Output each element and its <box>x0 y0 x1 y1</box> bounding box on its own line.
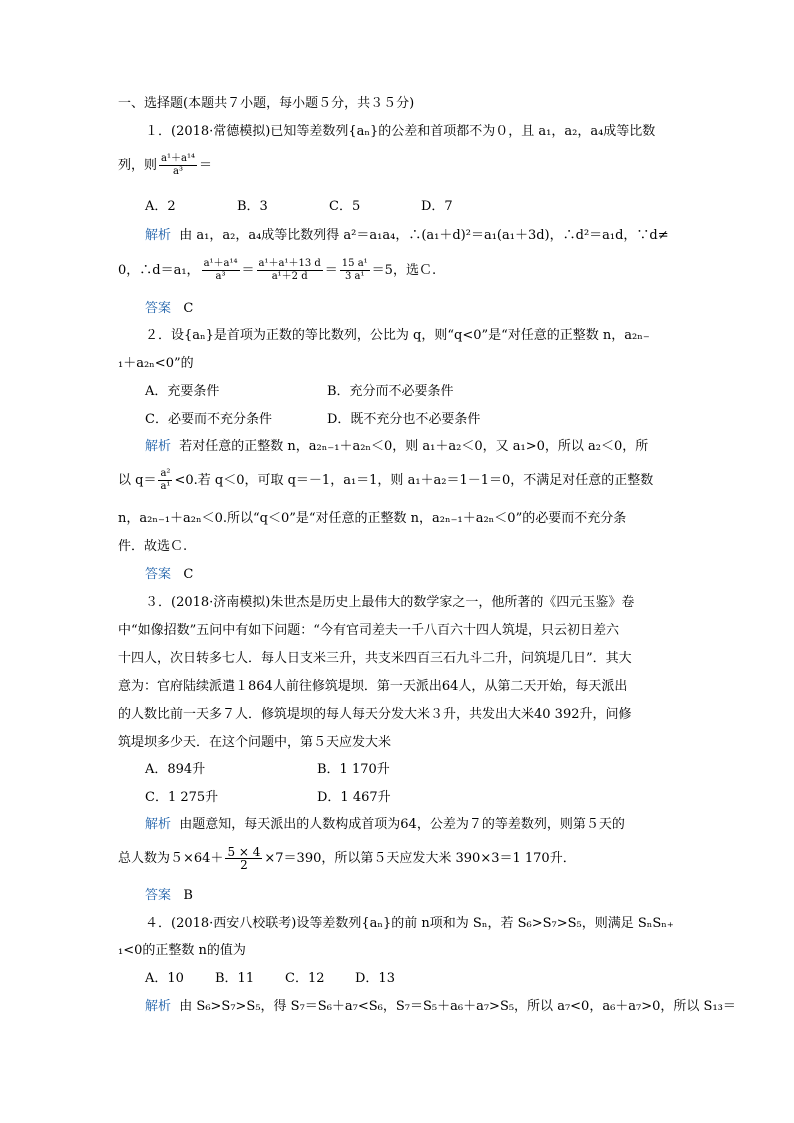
question-4-jiexi-line-1 <box>145 998 736 1016</box>
jiexi-fraction-3 <box>340 258 370 283</box>
jiexi-fraction-2 <box>257 258 323 283</box>
jiexi-label: 解析 <box>145 439 172 454</box>
option-b: B．1 170升 <box>317 762 390 777</box>
answer-value: B <box>183 888 193 903</box>
question-1-line-2 <box>118 152 678 180</box>
option-b: B．11 <box>215 971 255 986</box>
question-1-answer <box>145 300 705 318</box>
question-2-jiexi-line-2 <box>118 466 678 496</box>
question-4-options <box>145 970 705 988</box>
option-d: D．既不充分也不必要条件 <box>327 412 481 427</box>
question-3-line-3: 十四人，次日转多七人．每人日支米三升，共支米四百三石九斗二升，问筑堤几日”．其大 <box>118 651 632 666</box>
answer-label: 答案 <box>145 888 172 903</box>
fraction-numerator: a¹＋a¹⁴ <box>203 258 238 269</box>
fraction-numerator: a¹＋a¹⁴ <box>161 153 195 164</box>
question-1-suffix: ＝ <box>198 158 212 173</box>
option-a: A．充要条件 <box>145 384 220 399</box>
question-4-line-2: ₁<0的正整数 n的值为 <box>118 943 246 958</box>
question-2-line-2: ₁＋a₂ₙ<0”的 <box>118 356 194 371</box>
equals-sign: ＝ <box>324 263 338 278</box>
jiexi-suffix: ＝5，选Ｃ. <box>371 263 437 278</box>
fraction-numerator: 5 × 4 <box>227 845 261 859</box>
option-a: A．2 <box>145 199 176 214</box>
jiexi-label: 解析 <box>145 228 172 243</box>
jiexi-prefix: 以 q＝ <box>118 473 157 488</box>
question-3-line-2: 中“如像招数”五问中有如下问题：“今有官司差夫一千八百六十四人筑堤，只云初日差六 <box>118 623 619 638</box>
jiexi-fraction <box>225 846 262 871</box>
jiexi-suffix: <0.若 q＜0，可取 q＝－1，a₁＝1，则 a₁＋a₂＝1－1＝0，不满足对任意的正整数 <box>174 473 654 488</box>
question-2-options-row-1 <box>145 383 705 401</box>
equals-sign: ＝ <box>241 263 255 278</box>
answer-value: C <box>183 567 194 582</box>
jiexi-text: 由 S₆>S₇>S₅，得 S₇＝S₆＋a₇<S₆，S₇＝S₅＋a₆＋a₇>S₅，所以 a₇<0，a₆＋a₇>0，所以 S₁₃＝ <box>179 999 736 1014</box>
fraction-denominator: 3 a¹ <box>344 271 365 282</box>
question-1-jiexi-line-1 <box>145 227 705 245</box>
jiexi-prefix: 0，∴d＝a₁， <box>118 263 200 278</box>
fraction-numerator: a¹＋a¹＋13 d <box>258 258 321 269</box>
jiexi-text: 若对任意的正整数 n，a₂ₙ₋₁＋a₂ₙ＜0，则 a₁＋a₂＜0，又 a₁>0，所以 a₂＜0，所 <box>179 439 649 454</box>
question-3-jiexi-line-2 <box>118 843 678 875</box>
question-2-jiexi-line-3: n，a₂ₙ₋₁＋a₂ₙ＜0.所以“q＜0”是“对任意的正整数 n，a₂ₙ₋₁＋a₂ₙ＜0”的必要而不充分条 <box>118 511 627 526</box>
jiexi-fraction <box>158 468 172 493</box>
fraction-denominator: a³ <box>173 166 183 177</box>
answer-label: 答案 <box>145 301 172 316</box>
question-1-line-1: １．(2018·常德模拟)已知等差数列{aₙ}的公差和首项都不为０，且 a₁，a₂，a₄成等比数 <box>145 124 656 139</box>
fraction-denominator: a³ <box>215 271 226 282</box>
question-1-options <box>145 198 705 216</box>
option-b: B．3 <box>237 199 268 214</box>
question-3-line-4: 意为：官府陆续派遣１864人前往修筑堤坝．第一天派出64人，从第二天开始，每天派出 <box>118 679 628 694</box>
question-1-jiexi-line-2 <box>118 255 678 287</box>
jiexi-label: 解析 <box>145 817 172 832</box>
question-2-answer <box>145 566 705 584</box>
question-3-answer <box>145 887 705 905</box>
fraction-denominator: 2 <box>240 858 248 872</box>
jiexi-suffix: ×7＝390，所以第５天应发大米 390×3＝1 170升． <box>264 851 576 866</box>
option-c: C．5 <box>329 199 361 214</box>
fraction-denominator: a¹＋2 d <box>271 271 308 282</box>
question-1-fraction <box>159 153 197 178</box>
jiexi-text: 由 a₁，a₂，a₄成等比数列得 a²＝a₁a₄，∴(a₁＋d)²＝a₁(a₁＋3d)，∴d²＝a₁d，∵d≠ <box>179 228 669 243</box>
question-2-jiexi-line-1 <box>145 438 705 456</box>
question-1-prefix: 列，则 <box>118 158 158 173</box>
question-2-jiexi-line-4: 件．故选Ｃ. <box>118 539 188 554</box>
fraction-numerator: 15 a¹ <box>341 258 368 269</box>
option-c: C．1 275升 <box>145 790 219 805</box>
option-a: A．10 <box>145 971 184 986</box>
question-3-jiexi-line-1 <box>145 816 705 834</box>
fraction-denominator: a¹ <box>160 481 171 492</box>
answer-value: C <box>183 301 194 316</box>
question-3-line-6: 筑堤坝多少天．在这个问题中，第５天应发大米 <box>118 735 392 750</box>
option-c: C．12 <box>285 971 325 986</box>
option-d: D．13 <box>355 971 395 986</box>
question-3-line-5: 的人数比前一天多７人．修筑堤坝的每人每天分发大米３升，共发出大米40 392升，问修 <box>118 707 632 722</box>
jiexi-text: 由题意知，每天派出的人数构成首项为64，公差为７的等差数列，则第５天的 <box>179 817 625 832</box>
question-3-options-row-1 <box>145 761 705 779</box>
jiexi-fraction-1 <box>202 258 240 283</box>
jiexi-prefix: 总人数为５×64＋ <box>118 851 224 866</box>
answer-label: 答案 <box>145 567 172 582</box>
question-3-line-1: ３．(2018·济南模拟)朱世杰是历史上最伟大的数学家之一，他所著的《四元玉鉴》卷 <box>145 595 635 610</box>
section-title: 一、选择题(本题共７小题，每小题５分，共３５分) <box>118 96 415 111</box>
jiexi-label: 解析 <box>145 999 172 1014</box>
question-4-line-1: ４．(2018·西安八校联考)设等差数列{aₙ}的前 n项和为 Sₙ，若 S₆>S₇>S₅，则满足 SₙSₙ₊ <box>145 916 674 931</box>
option-d: D．7 <box>421 199 453 214</box>
fraction-numerator: a² <box>160 468 171 479</box>
question-3-options-row-2 <box>145 789 705 807</box>
question-2-line-1: ２．设{aₙ}是首项为正数的等比数列，公比为 q，则“q<0”是“对任意的正整数 n，a₂ₙ₋ <box>145 328 650 343</box>
option-c: C．必要而不充分条件 <box>145 412 272 427</box>
option-a: A．894升 <box>145 762 206 777</box>
option-b: B．充分而不必要条件 <box>327 384 454 399</box>
question-2-options-row-2 <box>145 411 705 429</box>
option-d: D．1 467升 <box>317 790 391 805</box>
